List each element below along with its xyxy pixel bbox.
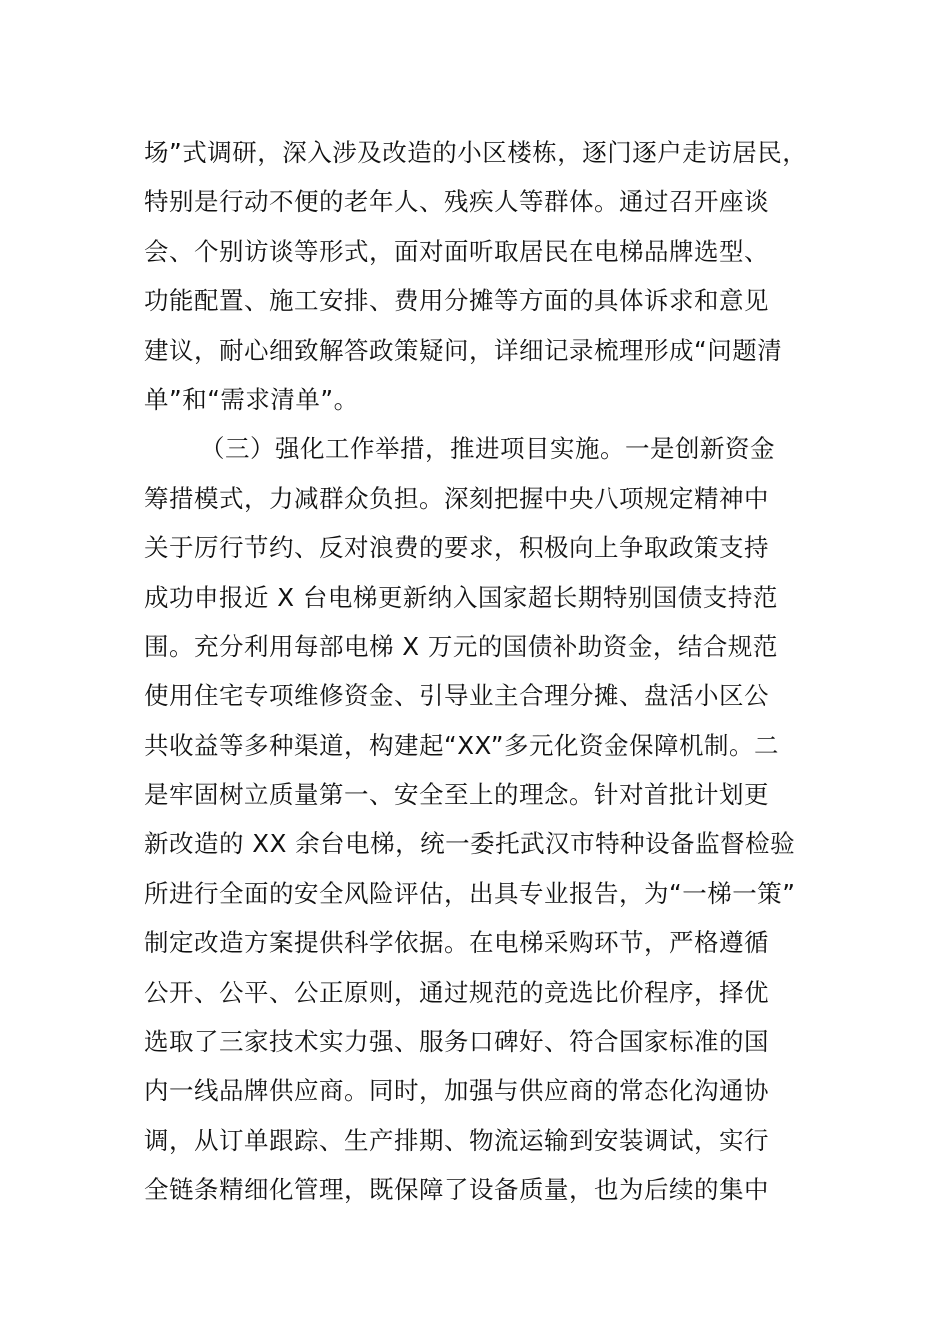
text-line: 建议，耐心细致解答政策疑问，详细记录梳理形成“问题清	[144, 335, 783, 365]
text-line: 关于厉行节约、反对浪费的要求，积极向上争取政策支持	[144, 533, 769, 563]
text-line: 制定改造方案提供科学依据。在电梯采购环节，严格遵循	[144, 928, 769, 958]
section-heading-line: （三）强化工作举措，推进项目实施。一是创新资金	[200, 434, 775, 464]
body-text	[144, 128, 824, 1215]
text-line: 围。充分利用每部电梯 X 万元的国债补助资金，结合规范	[144, 631, 778, 661]
text-line: 功能配置、施工安排、费用分摊等方面的具体诉求和意见	[144, 286, 769, 316]
text-line: 成功申报近 X 台电梯更新纳入国家超长期特别国债支持范	[144, 582, 778, 612]
text-line: 内一线品牌供应商。同时，加强与供应商的常态化沟通协	[144, 1076, 769, 1106]
text-line: 所进行全面的安全风险评估，出具专业报告，为“一梯一策”	[144, 878, 796, 908]
text-line: 公开、公平、公正原则，通过规范的竞选比价程序，择优	[144, 977, 769, 1007]
text-line: 选取了三家技术实力强、服务口碑好、符合国家标准的国	[144, 1027, 769, 1057]
text-line: 单”和“需求清单”。	[144, 384, 359, 414]
text-line: 新改造的 XX 余台电梯，统一委托武汉市特种设备监督检验	[144, 829, 796, 859]
text-line: 场”式调研，深入涉及改造的小区楼栋，逐门逐户走访居民，	[144, 138, 808, 167]
text-line: 全链条精细化管理，既保障了设备质量，也为后续的集中	[144, 1175, 769, 1205]
text-line: 使用住宅专项维修资金、引导业主合理分摊、盘活小区公	[144, 681, 769, 711]
text-line: 筹措模式，力减群众负担。深刻把握中央八项规定精神中	[144, 483, 769, 513]
text-line: 特别是行动不便的老年人、残疾人等群体。通过召开座谈	[144, 187, 769, 217]
text-line: 是牢固树立质量第一、安全至上的理念。针对首批计划更	[144, 780, 769, 810]
text-line: 会、个别访谈等形式，面对面听取居民在电梯品牌选型、	[144, 236, 769, 266]
text-line: 共收益等多种渠道，构建起“XX”多元化资金保障机制。二	[144, 730, 779, 760]
text-line: 调，从订单跟踪、生产排期、物流运输到安装调试，实行	[144, 1125, 769, 1155]
